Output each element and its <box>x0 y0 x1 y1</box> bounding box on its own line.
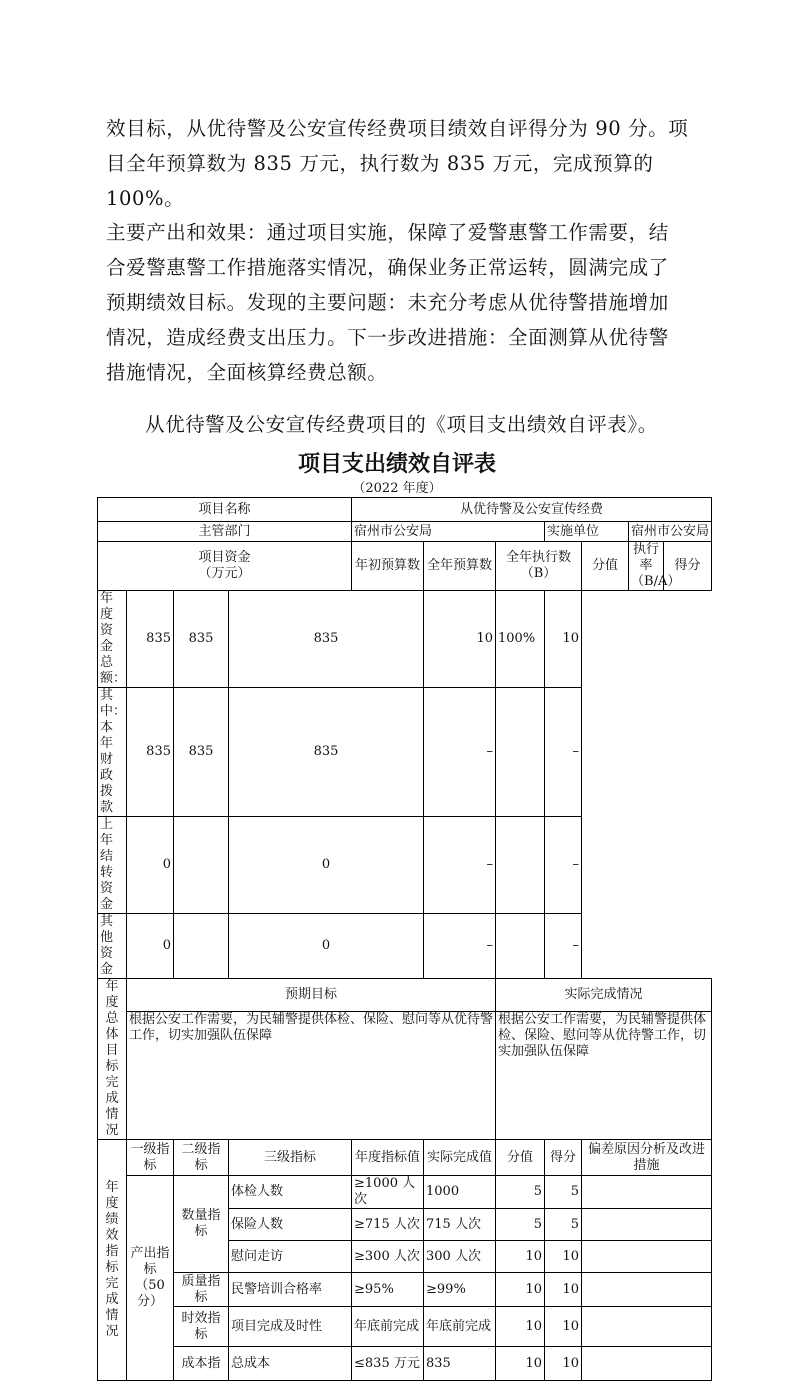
dept-value: 宿州市公安局 <box>352 522 545 542</box>
funds-row-full: 835 <box>174 591 229 688</box>
form-year: （2022 年度） <box>352 481 442 496</box>
indicator-reason <box>582 1273 712 1307</box>
funds-row-name: 其他资金 <box>98 914 127 979</box>
indicator-reason <box>582 1347 712 1381</box>
dept-label: 主管部门 <box>98 522 352 542</box>
indicator-reason <box>582 1241 712 1273</box>
indicator-reason <box>582 1176 712 1209</box>
indicator-name: 体检人数 <box>229 1176 352 1209</box>
funds-row-name: 上年结转资金 <box>98 817 127 914</box>
indicator-name: 慰问走访 <box>229 1241 352 1273</box>
funds-row-score: – <box>545 817 582 914</box>
paragraph-line: 预期绩效目标。发现的主要问题：未充分考虑从优待警措施增加 <box>106 290 669 314</box>
paragraph-line: 措施情况，全面核算经费总额。 <box>106 360 388 384</box>
funds-row-rate <box>496 688 545 817</box>
funds-row-initial: 0 <box>127 914 174 979</box>
goal-expected-label: 预期目标 <box>127 979 496 1012</box>
indicator-actual: 年底前完成 <box>424 1307 496 1347</box>
intro-paragraph <box>106 112 706 390</box>
funds-head-initial: 年初预算数 <box>352 542 424 591</box>
funds-head-exec: 全年执行数（B） <box>496 542 582 591</box>
goal-actual-label: 实际完成情况 <box>496 979 712 1012</box>
paragraph-line: 合爱警惠警工作措施落实情况，确保业务正常运转，圆满完成了 <box>106 256 669 280</box>
indicator-score: 10 <box>545 1273 582 1307</box>
goal-actual-text: 根据公安工作需要，为民辅警提供体检、保险、慰问等从优待警工作，切实加强队伍保障 <box>496 1011 712 1139</box>
funds-row-exec: 835 <box>229 591 424 688</box>
project-name-label: 项目名称 <box>98 498 352 522</box>
indicator-score: 10 <box>545 1347 582 1381</box>
indicator-name: 保险人数 <box>229 1209 352 1241</box>
timeliness-indicator-label: 时效指标 <box>174 1307 229 1347</box>
perf-head-score: 得分 <box>545 1140 582 1176</box>
self-evaluation-table <box>97 497 712 1381</box>
indicator-score-value: 10 <box>496 1273 545 1307</box>
funds-head-score: 得分 <box>664 542 712 591</box>
perf-head-level1: 一级指标 <box>127 1140 174 1176</box>
paragraph-line: 主要产出和效果：通过项目实施，保障了爱警惠警工作需要，结 <box>106 221 669 245</box>
indicator-target: ≥715 人次 <box>352 1209 424 1241</box>
indicator-score: 5 <box>545 1209 582 1241</box>
indicator-score: 10 <box>545 1241 582 1273</box>
funds-row-score: – <box>545 914 582 979</box>
perf-head-actual: 实际完成值 <box>424 1140 496 1176</box>
funds-row-rate <box>496 817 545 914</box>
indicator-actual: ≥99% <box>424 1273 496 1307</box>
funds-row-name: 其中：本年财政拨款 <box>98 688 127 817</box>
indicator-name: 民警培训合格率 <box>229 1273 352 1307</box>
funds-head-full: 全年预算数 <box>424 542 496 591</box>
perf-head-reason: 偏差原因分析及改进措施 <box>582 1140 712 1176</box>
paragraph-line: 目全年预算数为 835 万元，执行数为 835 万元，完成预算的 100%。 <box>106 151 654 210</box>
perf-head-level3: 三级指标 <box>229 1140 352 1176</box>
indicator-target: 年底前完成 <box>352 1307 424 1347</box>
funds-row-initial: 835 <box>127 591 174 688</box>
perf-head-level2: 二级指标 <box>174 1140 229 1176</box>
perf-head-score-value: 分值 <box>496 1140 545 1176</box>
indicator-score: 10 <box>545 1307 582 1347</box>
indicator-score-value: 5 <box>496 1176 545 1209</box>
paragraph-line: 情况，造成经费支出压力。下一步改进措施：全面测算从优待警 <box>106 325 669 349</box>
funds-row-score: – <box>545 688 582 817</box>
funds-row-initial: 0 <box>127 817 174 914</box>
unit-label: 实施单位 <box>545 522 629 542</box>
indicator-score-value: 10 <box>496 1347 545 1381</box>
indicator-target: ≤835 万元 <box>352 1347 424 1381</box>
perf-head-target: 年度指标值 <box>352 1140 424 1176</box>
indicator-name: 项目完成及时性 <box>229 1307 352 1347</box>
funds-label: 项目资金 （万元） <box>98 542 352 591</box>
perf-label: 年度绩效指标完成情况 <box>98 1140 127 1381</box>
indicator-reason <box>582 1209 712 1241</box>
goals-label: 年度总体目标完成情况 <box>98 979 127 1140</box>
indicator-score-value: 5 <box>496 1209 545 1241</box>
indicator-actual: 835 <box>424 1347 496 1381</box>
funds-row-full <box>174 817 229 914</box>
unit-value: 宿州市公安局 <box>629 522 712 542</box>
funds-row-name: 年度资金总额： <box>98 591 127 688</box>
funds-head-rate: 执行率（B/A） <box>629 542 664 591</box>
indicator-score-value: 10 <box>496 1307 545 1347</box>
table-caption: 从优待警及公安宣传经费项目的《项目支出绩效自评表》。 <box>145 413 658 436</box>
funds-row-full: 835 <box>174 688 229 817</box>
indicator-actual: 715 人次 <box>424 1209 496 1241</box>
indicator-target: ≥95% <box>352 1273 424 1307</box>
funds-row-score-value: – <box>424 688 496 817</box>
funds-row-initial: 835 <box>127 688 174 817</box>
indicator-target: ≥1000 人次 <box>352 1176 424 1209</box>
funds-row-rate <box>496 914 545 979</box>
funds-head-score-value: 分值 <box>582 542 629 591</box>
cost-indicator-label: 成本指 <box>174 1347 229 1381</box>
funds-row-full <box>174 914 229 979</box>
project-name-value: 从优待警及公安宣传经费 <box>352 498 712 522</box>
indicator-actual: 300 人次 <box>424 1241 496 1273</box>
goal-expected-text: 根据公安工作需要，为民辅警提供体检、保险、慰问等从优待警工作，切实加强队伍保障 <box>127 1011 496 1139</box>
funds-row-exec: 0 <box>229 817 424 914</box>
indicator-reason <box>582 1307 712 1347</box>
quality-indicator-label: 质量指标 <box>174 1273 229 1307</box>
indicator-score: 5 <box>545 1176 582 1209</box>
funds-row-exec: 0 <box>229 914 424 979</box>
indicator-target: ≥300 人次 <box>352 1241 424 1273</box>
funds-row-score-value: 10 <box>424 591 496 688</box>
form-title: 项目支出绩效自评表 <box>297 452 496 477</box>
funds-row-exec: 835 <box>229 688 424 817</box>
output-indicator-label: 产出指标（50 分） <box>127 1176 174 1381</box>
funds-row-rate: 100% <box>496 591 545 688</box>
quantity-indicator-label: 数量指标 <box>174 1176 229 1273</box>
funds-row-score-value: – <box>424 817 496 914</box>
indicator-score-value: 10 <box>496 1241 545 1273</box>
indicator-actual: 1000 <box>424 1176 496 1209</box>
paragraph-line: 效目标，从优待警及公安宣传经费项目绩效自评得分为 90 分。项 <box>106 117 689 140</box>
indicator-name: 总成本 <box>229 1347 352 1381</box>
funds-row-score-value: – <box>424 914 496 979</box>
funds-row-score: 10 <box>545 591 582 688</box>
